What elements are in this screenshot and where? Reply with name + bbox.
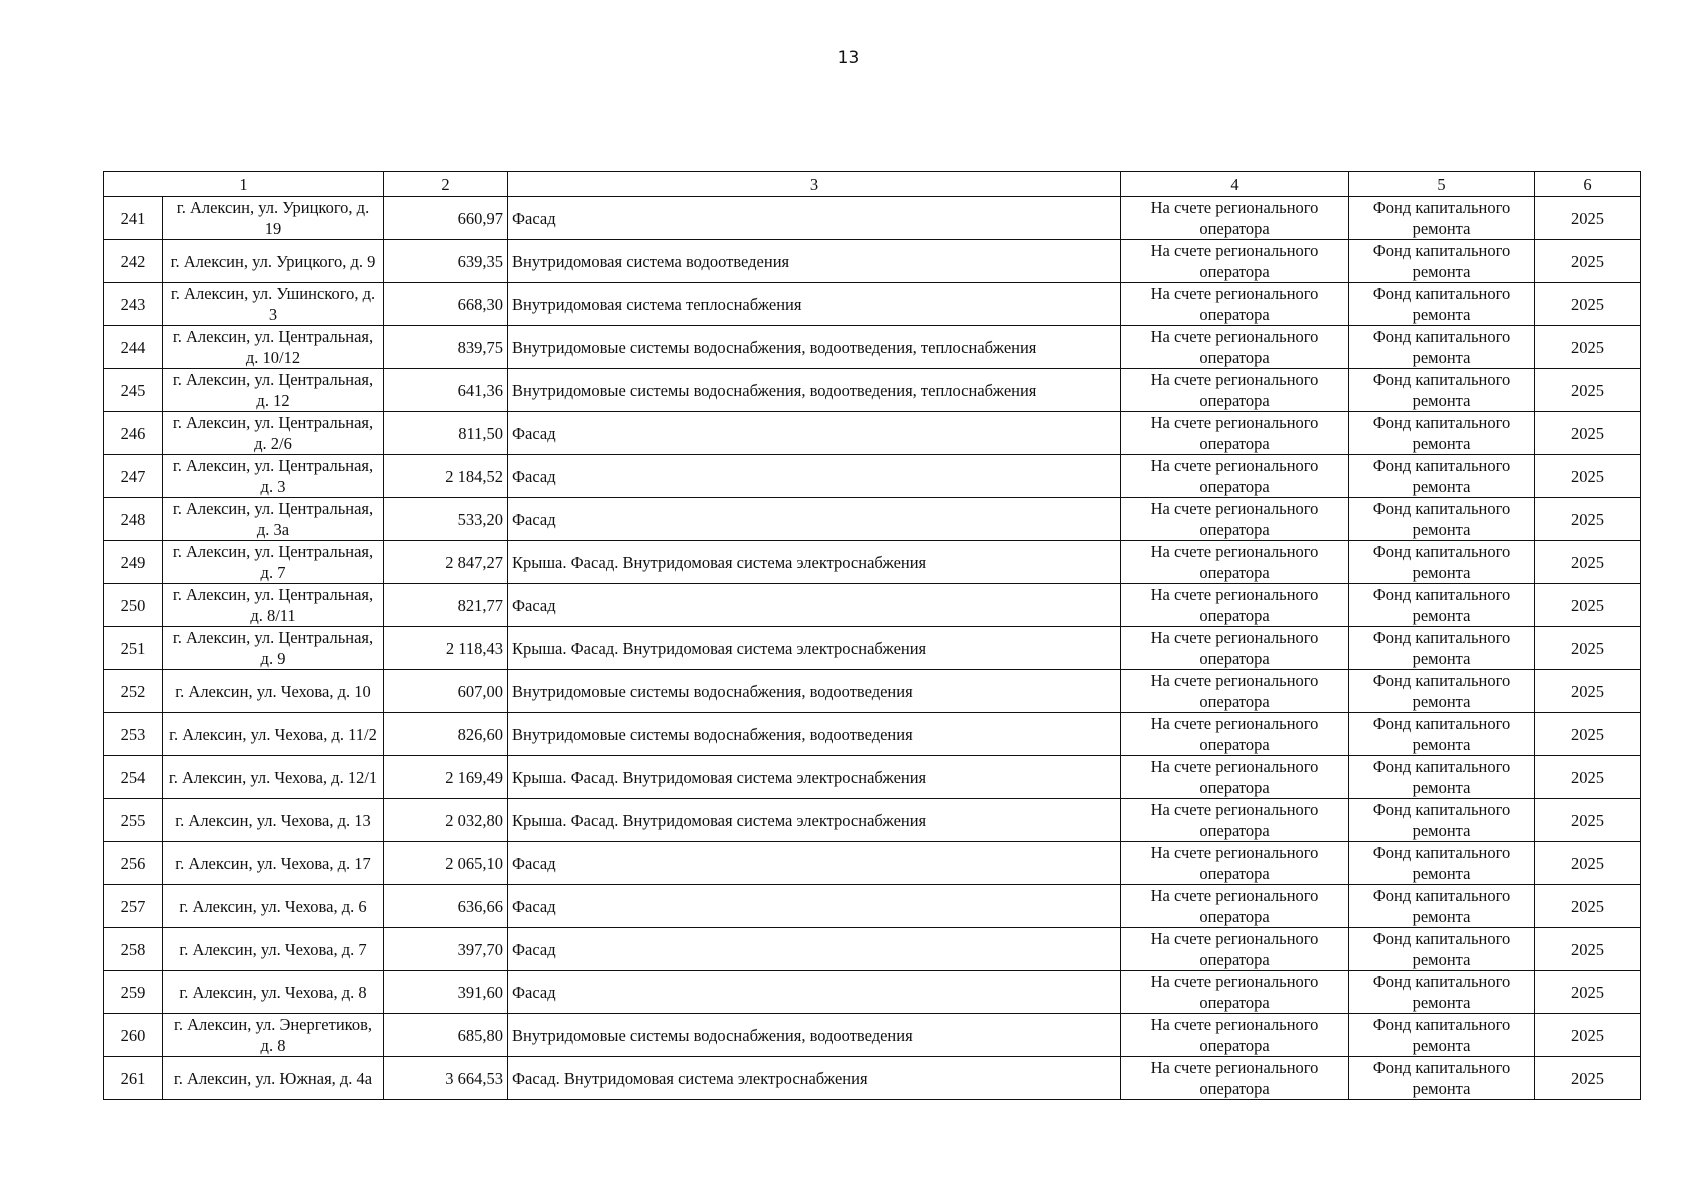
year-cell: 2025 [1535, 799, 1641, 842]
table-body [104, 197, 1641, 1100]
area-cell: 821,77 [384, 584, 508, 627]
year-cell: 2025 [1535, 1014, 1641, 1057]
account-cell: На счете регионального оператора [1121, 326, 1349, 369]
area-cell: 839,75 [384, 326, 508, 369]
works-cell: Фасад [508, 885, 1121, 928]
area-cell: 826,60 [384, 713, 508, 756]
works-cell: Крыша. Фасад. Внутридомовая система электроснабжения [508, 541, 1121, 584]
table-row [104, 928, 1641, 971]
address-cell: г. Алексин, ул. Чехова, д. 8 [163, 971, 384, 1014]
capital-repair-table [103, 171, 1641, 1100]
area-cell: 2 184,52 [384, 455, 508, 498]
funding-source-cell: Фонд капитального ремонта [1349, 971, 1535, 1014]
area-cell: 2 118,43 [384, 627, 508, 670]
area-cell: 636,66 [384, 885, 508, 928]
area-cell: 685,80 [384, 1014, 508, 1057]
account-cell: На счете регионального оператора [1121, 1014, 1349, 1057]
row-number: 253 [104, 713, 163, 756]
works-cell: Фасад [508, 842, 1121, 885]
row-number: 244 [104, 326, 163, 369]
year-cell: 2025 [1535, 455, 1641, 498]
account-cell: На счете регионального оператора [1121, 756, 1349, 799]
table-row [104, 713, 1641, 756]
year-cell: 2025 [1535, 670, 1641, 713]
year-cell: 2025 [1535, 885, 1641, 928]
address-cell: г. Алексин, ул. Энергетиков, д. 8 [163, 1014, 384, 1057]
table-row [104, 1014, 1641, 1057]
account-cell: На счете регионального оператора [1121, 498, 1349, 541]
table-row [104, 455, 1641, 498]
table-row [104, 627, 1641, 670]
works-cell: Внутридомовая система водоотведения [508, 240, 1121, 283]
account-cell: На счете регионального оператора [1121, 1057, 1349, 1100]
table-row [104, 842, 1641, 885]
year-cell: 2025 [1535, 412, 1641, 455]
row-number: 251 [104, 627, 163, 670]
funding-source-cell: Фонд капитального ремонта [1349, 412, 1535, 455]
year-cell: 2025 [1535, 283, 1641, 326]
column-header-1: 1 [104, 172, 384, 197]
account-cell: На счете регионального оператора [1121, 799, 1349, 842]
area-cell: 607,00 [384, 670, 508, 713]
row-number: 245 [104, 369, 163, 412]
row-number: 252 [104, 670, 163, 713]
row-number: 241 [104, 197, 163, 240]
account-cell: На счете регионального оператора [1121, 971, 1349, 1014]
funding-source-cell: Фонд капитального ремонта [1349, 1014, 1535, 1057]
funding-source-cell: Фонд капитального ремонта [1349, 498, 1535, 541]
table-row [104, 799, 1641, 842]
row-number: 247 [104, 455, 163, 498]
area-cell: 811,50 [384, 412, 508, 455]
table-row [104, 1057, 1641, 1100]
funding-source-cell: Фонд капитального ремонта [1349, 197, 1535, 240]
row-number: 257 [104, 885, 163, 928]
address-cell: г. Алексин, ул. Центральная, д. 12 [163, 369, 384, 412]
column-header-3: 3 [508, 172, 1121, 197]
row-number: 259 [104, 971, 163, 1014]
area-cell: 660,97 [384, 197, 508, 240]
account-cell: На счете регионального оператора [1121, 412, 1349, 455]
row-number: 246 [104, 412, 163, 455]
area-cell: 397,70 [384, 928, 508, 971]
works-cell: Крыша. Фасад. Внутридомовая система электроснабжения [508, 627, 1121, 670]
works-cell: Фасад [508, 928, 1121, 971]
address-cell: г. Алексин, ул. Центральная, д. 8/11 [163, 584, 384, 627]
area-cell: 2 032,80 [384, 799, 508, 842]
funding-source-cell: Фонд капитального ремонта [1349, 369, 1535, 412]
year-cell: 2025 [1535, 627, 1641, 670]
row-number: 255 [104, 799, 163, 842]
column-header-2: 2 [384, 172, 508, 197]
year-cell: 2025 [1535, 713, 1641, 756]
address-cell: г. Алексин, ул. Южная, д. 4а [163, 1057, 384, 1100]
area-cell: 639,35 [384, 240, 508, 283]
year-cell: 2025 [1535, 971, 1641, 1014]
funding-source-cell: Фонд капитального ремонта [1349, 584, 1535, 627]
works-cell: Фасад [508, 412, 1121, 455]
funding-source-cell: Фонд капитального ремонта [1349, 756, 1535, 799]
year-cell: 2025 [1535, 197, 1641, 240]
year-cell: 2025 [1535, 326, 1641, 369]
account-cell: На счете регионального оператора [1121, 928, 1349, 971]
area-cell: 533,20 [384, 498, 508, 541]
works-cell: Фасад [508, 584, 1121, 627]
account-cell: На счете регионального оператора [1121, 627, 1349, 670]
address-cell: г. Алексин, ул. Ушинского, д. 3 [163, 283, 384, 326]
funding-source-cell: Фонд капитального ремонта [1349, 842, 1535, 885]
address-cell: г. Алексин, ул. Урицкого, д. 9 [163, 240, 384, 283]
works-cell: Крыша. Фасад. Внутридомовая система электроснабжения [508, 799, 1121, 842]
account-cell: На счете регионального оператора [1121, 240, 1349, 283]
works-cell: Фасад [508, 971, 1121, 1014]
account-cell: На счете регионального оператора [1121, 713, 1349, 756]
works-cell: Крыша. Фасад. Внутридомовая система электроснабжения [508, 756, 1121, 799]
area-cell: 3 664,53 [384, 1057, 508, 1100]
year-cell: 2025 [1535, 498, 1641, 541]
table-row [104, 498, 1641, 541]
table-row [104, 369, 1641, 412]
funding-source-cell: Фонд капитального ремонта [1349, 326, 1535, 369]
account-cell: На счете регионального оператора [1121, 541, 1349, 584]
table-row [104, 412, 1641, 455]
funding-source-cell: Фонд капитального ремонта [1349, 240, 1535, 283]
account-cell: На счете регионального оператора [1121, 584, 1349, 627]
table-row [104, 197, 1641, 240]
year-cell: 2025 [1535, 928, 1641, 971]
works-cell: Фасад [508, 455, 1121, 498]
table-row [104, 885, 1641, 928]
area-cell: 641,36 [384, 369, 508, 412]
funding-source-cell: Фонд капитального ремонта [1349, 799, 1535, 842]
address-cell: г. Алексин, ул. Центральная, д. 10/12 [163, 326, 384, 369]
page-number: 13 [837, 48, 860, 68]
works-cell: Внутридомовые системы водоснабжения, водоотведения, теплоснабжения [508, 326, 1121, 369]
year-cell: 2025 [1535, 756, 1641, 799]
row-number: 250 [104, 584, 163, 627]
account-cell: На счете регионального оператора [1121, 455, 1349, 498]
column-header-4: 4 [1121, 172, 1349, 197]
area-cell: 2 847,27 [384, 541, 508, 584]
funding-source-cell: Фонд капитального ремонта [1349, 885, 1535, 928]
works-cell: Фасад. Внутридомовая система электроснабжения [508, 1057, 1121, 1100]
table-row [104, 670, 1641, 713]
row-number: 258 [104, 928, 163, 971]
address-cell: г. Алексин, ул. Чехова, д. 17 [163, 842, 384, 885]
area-cell: 391,60 [384, 971, 508, 1014]
address-cell: г. Алексин, ул. Центральная, д. 9 [163, 627, 384, 670]
address-cell: г. Алексин, ул. Центральная, д. 7 [163, 541, 384, 584]
row-number: 261 [104, 1057, 163, 1100]
year-cell: 2025 [1535, 842, 1641, 885]
works-cell: Фасад [508, 197, 1121, 240]
address-cell: г. Алексин, ул. Центральная, д. 3 [163, 455, 384, 498]
year-cell: 2025 [1535, 240, 1641, 283]
address-cell: г. Алексин, ул. Центральная, д. 2/6 [163, 412, 384, 455]
funding-source-cell: Фонд капитального ремонта [1349, 283, 1535, 326]
account-cell: На счете регионального оператора [1121, 885, 1349, 928]
column-header-6: 6 [1535, 172, 1641, 197]
header-row [104, 172, 1641, 197]
funding-source-cell: Фонд капитального ремонта [1349, 455, 1535, 498]
table-row [104, 971, 1641, 1014]
address-cell: г. Алексин, ул. Центральная, д. 3а [163, 498, 384, 541]
works-cell: Внутридомовые системы водоснабжения, водоотведения [508, 1014, 1121, 1057]
works-cell: Внутридомовые системы водоснабжения, водоотведения [508, 670, 1121, 713]
account-cell: На счете регионального оператора [1121, 197, 1349, 240]
row-number: 249 [104, 541, 163, 584]
row-number: 248 [104, 498, 163, 541]
table-row [104, 756, 1641, 799]
row-number: 256 [104, 842, 163, 885]
area-cell: 668,30 [384, 283, 508, 326]
area-cell: 2 065,10 [384, 842, 508, 885]
table-row [104, 584, 1641, 627]
year-cell: 2025 [1535, 584, 1641, 627]
funding-source-cell: Фонд капитального ремонта [1349, 928, 1535, 971]
table-row [104, 240, 1641, 283]
year-cell: 2025 [1535, 369, 1641, 412]
year-cell: 2025 [1535, 541, 1641, 584]
account-cell: На счете регионального оператора [1121, 842, 1349, 885]
row-number: 254 [104, 756, 163, 799]
account-cell: На счете регионального оператора [1121, 369, 1349, 412]
account-cell: На счете регионального оператора [1121, 283, 1349, 326]
table-row [104, 283, 1641, 326]
address-cell: г. Алексин, ул. Урицкого, д. 19 [163, 197, 384, 240]
address-cell: г. Алексин, ул. Чехова, д. 13 [163, 799, 384, 842]
works-cell: Внутридомовые системы водоснабжения, водоотведения [508, 713, 1121, 756]
address-cell: г. Алексин, ул. Чехова, д. 11/2 [163, 713, 384, 756]
account-cell: На счете регионального оператора [1121, 670, 1349, 713]
funding-source-cell: Фонд капитального ремонта [1349, 713, 1535, 756]
works-cell: Внутридомовые системы водоснабжения, водоотведения, теплоснабжения [508, 369, 1121, 412]
column-header-5: 5 [1349, 172, 1535, 197]
works-cell: Внутридомовая система теплоснабжения [508, 283, 1121, 326]
funding-source-cell: Фонд капитального ремонта [1349, 670, 1535, 713]
table-row [104, 326, 1641, 369]
year-cell: 2025 [1535, 1057, 1641, 1100]
address-cell: г. Алексин, ул. Чехова, д. 7 [163, 928, 384, 971]
row-number: 242 [104, 240, 163, 283]
funding-source-cell: Фонд капитального ремонта [1349, 627, 1535, 670]
funding-source-cell: Фонд капитального ремонта [1349, 1057, 1535, 1100]
row-number: 243 [104, 283, 163, 326]
works-cell: Фасад [508, 498, 1121, 541]
address-cell: г. Алексин, ул. Чехова, д. 12/1 [163, 756, 384, 799]
funding-source-cell: Фонд капитального ремонта [1349, 541, 1535, 584]
address-cell: г. Алексин, ул. Чехова, д. 10 [163, 670, 384, 713]
area-cell: 2 169,49 [384, 756, 508, 799]
table-row [104, 541, 1641, 584]
address-cell: г. Алексин, ул. Чехова, д. 6 [163, 885, 384, 928]
row-number: 260 [104, 1014, 163, 1057]
